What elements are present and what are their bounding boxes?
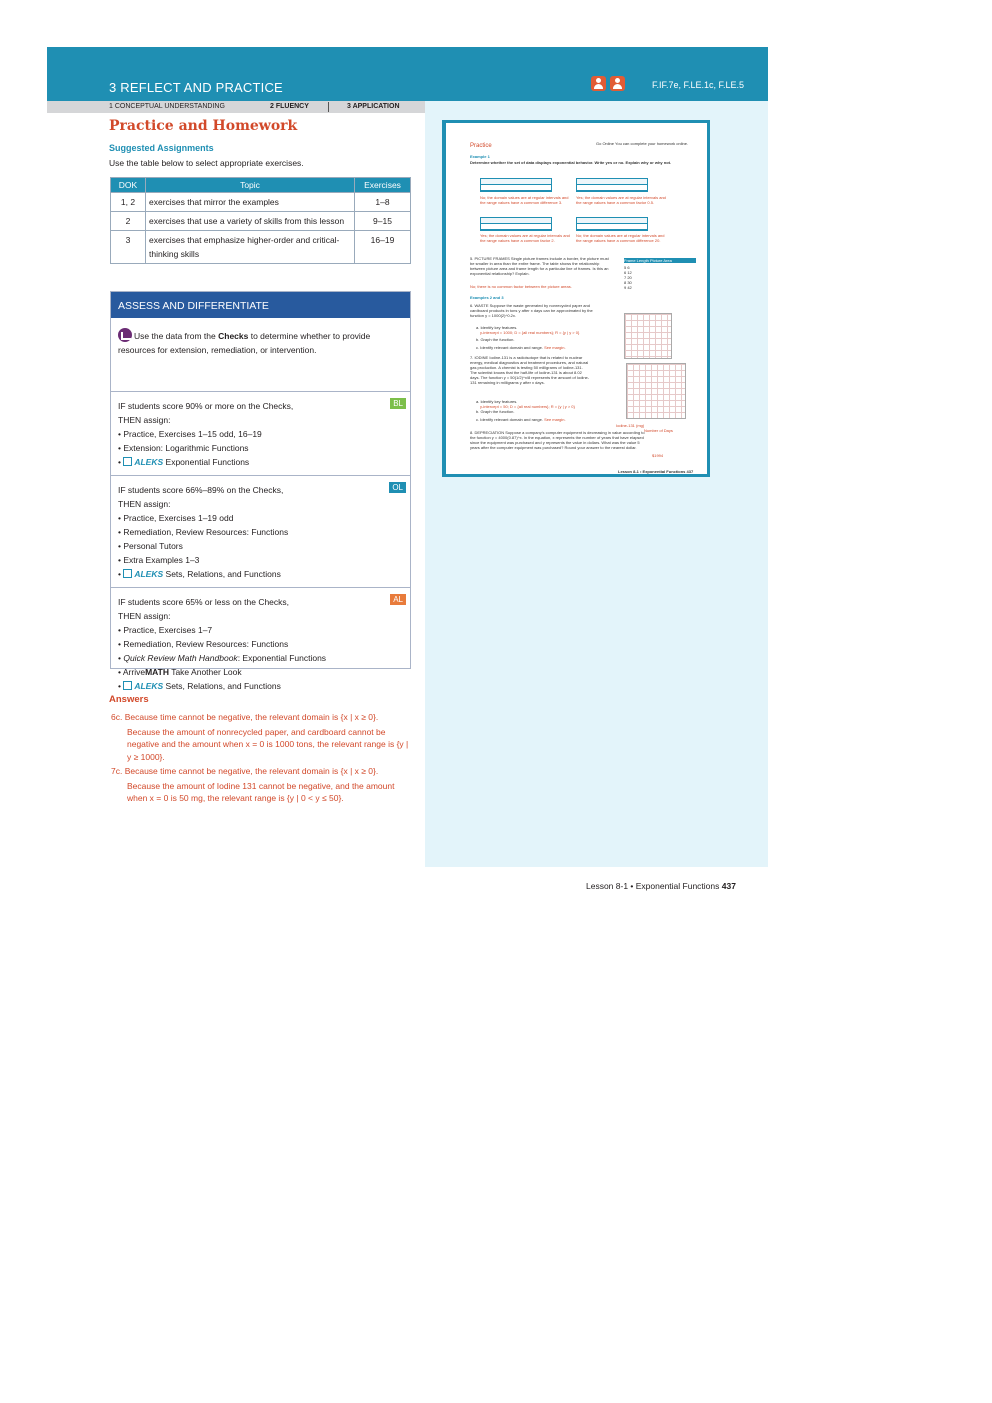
list-item: • Practice, Exercises 1–19 odd [118, 513, 234, 523]
list-item: • ALEKS Exponential Functions [118, 457, 250, 467]
thumb-table-1 [480, 178, 552, 192]
header-dok: DOK [111, 178, 146, 193]
assess-heading: ASSESS AND DIFFERENTIATE [111, 292, 410, 318]
thumb-6c: c. Identify relevant domain and range. See margin. [476, 345, 566, 350]
tab-conceptual: 1 CONCEPTUAL UNDERSTANDING [109, 103, 225, 110]
thumb-6b: b. Graph the function. [476, 337, 515, 342]
list-item: • Quick Review Math Handbook: Exponential Functions [118, 653, 327, 663]
thumb-graph-7-label: Iodine-131 (mg) [616, 423, 645, 428]
exercises-cell: 16–19 [355, 231, 411, 264]
table-intro: Use the table below to select appropriate exercises. [109, 158, 304, 168]
aleks-logo: ALEKS [134, 569, 164, 579]
thumb-answer-1: No; the domain values are at regular intervals and the range values have a common difference 3. [480, 195, 569, 205]
dok-cell: 2 [111, 212, 146, 231]
table-row [111, 231, 411, 264]
assess-differentiate-box [110, 291, 411, 691]
checks-chart-icon [118, 328, 132, 342]
thumb-footer: Lesson 8-1 • Exponential Functions 437 [618, 469, 694, 474]
thumb-title: Practice [470, 143, 492, 149]
suggested-assignments-heading: Suggested Assignments [109, 143, 214, 153]
answers-block [111, 711, 411, 807]
list-item: • Practice, Exercises 1–7 [118, 625, 213, 635]
assess-intro-text: to determine whether to provide resources for extension, remediation, or intervention. [118, 331, 371, 355]
tier-condition: IF students score 65% or less on the Checks, [118, 597, 290, 607]
aleks-icon [123, 457, 132, 466]
list-item: • Remediation, Review Resources: Functions [118, 639, 289, 649]
thumb-answer-4: No; the domain values are at regular intervals and the range values have a common difference 20. [576, 233, 665, 243]
thumb-7c: c. Identify relevant domain and range. See margin. [476, 417, 566, 422]
thumb-examples-label: Examples 2 and 3 [470, 295, 504, 300]
list-item: • Remediation, Review Resources: Functions [118, 527, 289, 537]
dok-cell: 1, 2 [111, 193, 146, 212]
thumb-example-label: Example 1 [470, 154, 490, 159]
aleks-icon [123, 681, 132, 690]
thumb-7b: b. Graph the function. [476, 409, 515, 414]
thumb-table-2 [576, 178, 648, 192]
al-badge: AL [390, 594, 406, 605]
individual-icon [591, 76, 606, 91]
topic-cell: exercises that mirror the examples [146, 193, 355, 212]
tier-approaching-level [111, 587, 410, 697]
topic-cell: exercises that use a variety of skills from this lesson [146, 212, 355, 231]
thumb-7a-answer: y-intercept = 50; D = {all real numbers}; R = {y | y > 0} [480, 404, 575, 409]
table-row [111, 193, 411, 212]
answer-6c-detail: Because the amount of nonrecycled paper, and cardboard cannot be negative and the amount when x = 0 is 1000 tons, the relevant range is {y | y ≥ 1000}. [127, 726, 409, 762]
thumb-exercise-8: 8. DEPRECIATION Suppose a company's computer equipment is decreasing in value according to the function y = 4000(0.87)^x. In the equation, x represents the number of years that have elapsed since the equipment was purchased and y represents the value in dollars. What was the value 5 years after the computer equipment was purchased? Round your answer to the nearest dollar. [470, 430, 645, 450]
tier-beyond-level [111, 391, 410, 475]
section-title: 3 REFLECT AND PRACTICE [109, 80, 283, 95]
ol-badge: OL [389, 482, 406, 493]
header-topic: Topic [146, 178, 355, 193]
thumb-answer-3: Yes; the domain values are at regular intervals and the range values have a common factor 2. [480, 233, 570, 243]
thumb-table-4 [576, 217, 648, 231]
list-item: • ALEKS Sets, Relations, and Functions [118, 569, 281, 579]
exercises-cell: 9–15 [355, 212, 411, 231]
thumb-directions: Determine whether the set of data displays exponential behavior. Write yes or no. Explain why or why not. [470, 160, 672, 165]
tier-condition: IF students score 66%–89% on the Checks, [118, 485, 284, 495]
checks-word: Checks [218, 331, 249, 341]
bl-badge: BL [390, 398, 406, 409]
dok-table [110, 177, 411, 264]
answer-7c: 7c. Because time cannot be negative, the relevant domain is {x | x ≥ 0}. [111, 766, 379, 776]
assess-intro-text: Use the data from the [134, 331, 219, 341]
answers-heading: Answers [109, 694, 149, 705]
assess-intro [111, 318, 410, 391]
thumb-frame-table: 5 6 6 12 7 20 8 30 9 42 [624, 265, 632, 290]
rigor-tabs [47, 101, 425, 113]
footer-lesson: Lesson 8-1 • Exponential Functions [586, 881, 722, 891]
list-item: • Personal Tutors [118, 541, 183, 551]
thumb-exercise-8-answer: $1994 [652, 453, 664, 458]
page-number: 437 [721, 881, 736, 891]
thumb-graph-7-xlabel: Number of Days [644, 428, 673, 433]
topic-cell: exercises that emphasize higher-order and critical-thinking skills [146, 231, 355, 264]
grouping-icons [591, 76, 625, 91]
aleks-icon [123, 569, 132, 578]
table-row [111, 212, 411, 231]
tier-on-level [111, 475, 410, 587]
tier-condition: IF students score 90% or more on the Checks, [118, 401, 294, 411]
page-footer [586, 881, 736, 891]
list-item: • Extra Examples 1–3 [118, 555, 200, 565]
list-item: • ALEKS Sets, Relations, and Functions [118, 681, 281, 691]
tier-then: THEN assign: [118, 415, 171, 425]
student-page-thumbnail [442, 120, 710, 477]
thumb-go-online: Go Online You can complete your homework online. [596, 141, 689, 146]
thumb-exercise-5: 5. PICTURE FRAMES Single picture frames include a border, the picture must be smaller in area than the entire frame. The table shows the relationship between picture area and frame length for a particular line of frames. Is this an exponential relationship? Explain. [470, 256, 609, 276]
thumb-graph-7 [626, 363, 686, 419]
thumb-graph-6 [624, 313, 672, 359]
group-icon [610, 76, 625, 91]
aleks-logo: ALEKS [134, 681, 164, 691]
tier-then: THEN assign: [118, 611, 171, 621]
list-item: • Practice, Exercises 1–15 odd, 16–19 [118, 429, 262, 439]
thumb-6a: a. Identify key features. [476, 325, 518, 330]
answer-6c: 6c. Because time cannot be negative, the relevant domain is {x | x ≥ 0}. [111, 712, 379, 722]
practice-title: Practice and Homework [109, 118, 298, 134]
thumb-exercise-6: 6. WASTE Suppose the waste generated by nonrecycled paper and cardboard products in tons y after x days can be approximated by the function y = 1000(2)^0.2x. [470, 303, 593, 318]
dok-cell: 3 [111, 231, 146, 264]
tier-then: THEN assign: [118, 499, 171, 509]
header-exercises: Exercises [355, 178, 411, 193]
exercises-cell: 1–8 [355, 193, 411, 212]
list-item: • Extension: Logarithmic Functions [118, 443, 249, 453]
thumb-exercise-7: 7. IODINE Iodine-131 is a radioisotope that is related to nuclear energy, medical diagnostics and treatment procedures, and natural gas production. A chemist is testing 50 milligrams of Iodine-131. The scientist knows that the half-life of Iodine-131 is about 8.02 days. The function y = 50(1/2)^x/8 represents the amount of Iodine-131 remaining in milligrams y after x days. [470, 355, 590, 385]
thumb-answer-2: Yes; the domain values are at regular intervals and the range values have a common factor 0.5. [576, 195, 666, 205]
tab-fluency: 2 FLUENCY [270, 103, 309, 110]
thumb-6a-answer: y-intercept = 1000; D = {all real numbers}; R = {y | y > 0} [480, 330, 580, 335]
tab-divider [328, 102, 329, 112]
tab-application: 3 APPLICATION [347, 103, 400, 110]
answer-7c-detail: Because the amount of Iodine 131 cannot be negative, and the amount when x = 0 is 50 mg, the relevant range is {y | 0 < y ≤ 50}. [127, 780, 395, 803]
standards-label: F.IF.7e, F.LE.1c, F.LE.5 [651, 80, 744, 90]
list-item: • ArriveMATH Take Another Look [118, 667, 242, 677]
thumb-table-3 [480, 217, 552, 231]
thumb-frame-table-title: Frame Length Picture Area [624, 258, 696, 263]
thumb-exercise-5-answer: No; there is no common factor between the picture areas. [470, 284, 572, 289]
thumb-7a: a. Identify key features. [476, 399, 518, 404]
section-banner [47, 47, 768, 101]
aleks-logo: ALEKS [134, 457, 164, 467]
